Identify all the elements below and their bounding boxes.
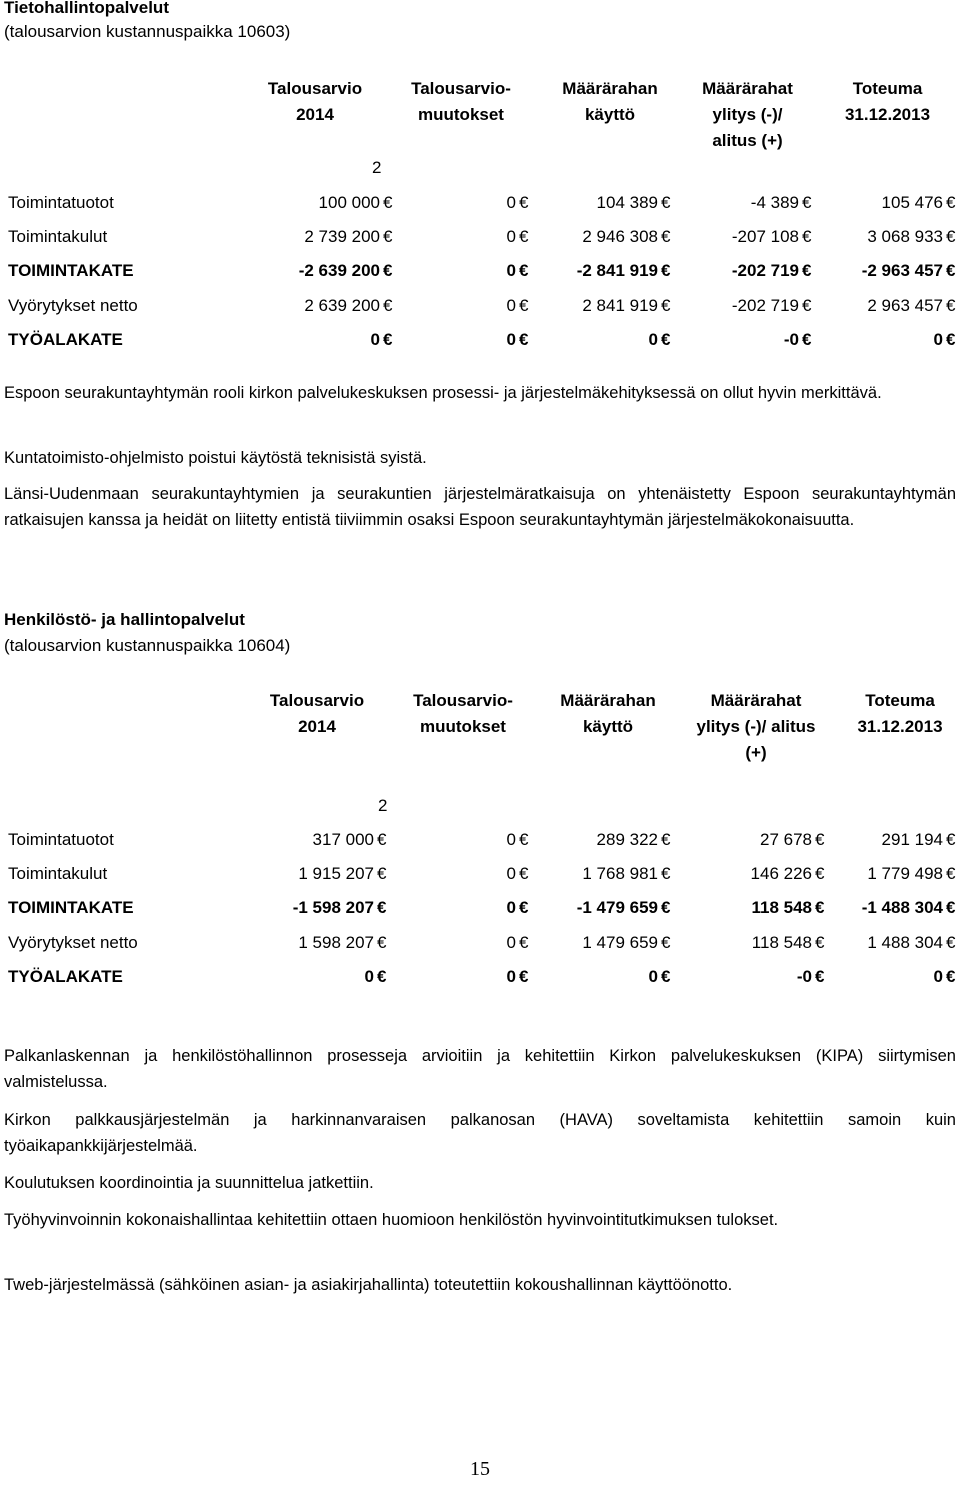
euro-sign-icon: €: [519, 932, 529, 952]
table-row: [0, 186, 960, 220]
s1-header-budget-line2: 2014: [296, 105, 334, 124]
euro-sign-icon: €: [946, 864, 956, 884]
cell-value: 0: [933, 329, 943, 349]
s1-header-variance: [680, 76, 815, 154]
s2-header-actual: [830, 688, 960, 740]
s1-paragraph-3: Länsi-Uudenmaan seurakuntayhtymien ja seurakuntien järjestelmäratkaisuja on yhtenäistetty Espoon seurakuntayhtymän ratkaisujen kanssa ja heidät on liitetty entistä tiiviimmin osaksi Espoon seurakuntayhtymän järjestelmäkokonaisuutta.: [4, 485, 956, 529]
cell-value: 0: [506, 932, 516, 952]
s1-header-actual: [820, 76, 955, 128]
cell-value: 0: [506, 261, 516, 281]
euro-sign-icon: €: [661, 261, 671, 281]
table-row: [0, 891, 960, 925]
euro-sign-icon: €: [946, 898, 956, 918]
cell-value: 0: [506, 830, 516, 849]
s2-header-variance-line2: ylitys (-)/ alitus: [696, 717, 816, 736]
cell-value: -4 389: [750, 193, 799, 212]
s1-header-usage-line2: käyttö: [584, 105, 636, 124]
s2-paragraph-3: Koulutuksen koordinointia ja suunnittelua jatkettiin.: [4, 1174, 374, 1192]
euro-sign-icon: €: [383, 261, 393, 281]
euro-sign-icon: €: [661, 329, 671, 349]
euro-sign-icon: €: [661, 966, 671, 986]
euro-sign-icon: €: [519, 864, 529, 884]
row-label: Toimintakulut: [8, 227, 108, 247]
table-row: [0, 289, 960, 323]
row-label: Toimintatuotot: [8, 193, 114, 212]
euro-sign-icon: €: [661, 932, 671, 952]
euro-sign-icon: €: [377, 830, 387, 849]
cell-value: 1 768 981: [582, 864, 658, 884]
s2-header-variance-line1: Määrärahat: [710, 691, 802, 710]
s1-header-changes-line2: muutokset: [418, 105, 504, 124]
s2-header-actual-line2: 31.12.2013: [857, 717, 943, 736]
euro-sign-icon: €: [661, 864, 671, 884]
s2-header-usage-line1: Määrärahan: [560, 691, 656, 710]
euro-sign-icon: €: [661, 193, 671, 212]
euro-sign-icon: €: [946, 227, 956, 247]
euro-sign-icon: €: [802, 261, 812, 281]
cell-value: 146 226: [750, 864, 812, 884]
euro-sign-icon: €: [661, 830, 671, 849]
s1-header-usage: [540, 76, 680, 128]
cell-value: 0: [506, 227, 516, 247]
euro-sign-icon: €: [802, 227, 812, 247]
s1-header-actual-line1: Toteuma: [852, 79, 923, 98]
table-row: [0, 960, 960, 994]
euro-sign-icon: €: [946, 830, 956, 849]
s1-header-usage-line1: Määrärahan: [562, 79, 658, 98]
s1-header-actual-line2: 31.12.2013: [844, 105, 931, 124]
euro-sign-icon: €: [383, 193, 393, 212]
s2-header-usage: [538, 688, 678, 740]
euro-sign-icon: €: [377, 898, 387, 918]
cell-value: -2 639 200: [298, 261, 380, 281]
s1-header-changes: [396, 76, 526, 128]
s1-header-variance-line3: alitus (+): [712, 131, 783, 150]
euro-sign-icon: €: [383, 329, 393, 349]
s2-header-index: 2: [378, 796, 388, 815]
cell-value: 2 963 457: [867, 295, 943, 315]
euro-sign-icon: €: [383, 227, 393, 247]
cell-value: -2 841 919: [576, 261, 658, 281]
euro-sign-icon: €: [946, 193, 956, 212]
cell-value: 0: [364, 966, 374, 986]
cell-value: -1 488 304: [861, 898, 943, 918]
cell-value: 0: [506, 966, 516, 986]
euro-sign-icon: €: [815, 898, 825, 918]
row-label: Toimintakulut: [8, 864, 108, 884]
euro-sign-icon: €: [815, 966, 825, 986]
s1-header-variance-line2: ylitys (-)/: [712, 105, 783, 124]
section1-subtitle: (talousarvion kustannuspaikka 10603): [4, 22, 291, 41]
row-label: Vyörytykset netto: [8, 932, 138, 952]
euro-sign-icon: €: [946, 932, 956, 952]
cell-value: 1 598 207: [298, 932, 374, 952]
euro-sign-icon: €: [815, 932, 825, 952]
euro-sign-icon: €: [383, 295, 393, 315]
cell-value: -1 479 659: [576, 898, 658, 918]
cell-value: 0: [370, 329, 380, 349]
s2-paragraph-2: Kirkon palkkausjärjestelmän ja harkinnanvaraisen palkanosan (HAVA) soveltamista kehitettiin samoin kuin työaikapankkijärjestelmää.: [4, 1111, 956, 1155]
euro-sign-icon: €: [661, 898, 671, 918]
euro-sign-icon: €: [815, 830, 825, 849]
cell-value: -0: [796, 966, 812, 986]
s2-header-budget-line2: 2014: [298, 717, 336, 736]
euro-sign-icon: €: [377, 966, 387, 986]
euro-sign-icon: €: [946, 295, 956, 315]
row-label: TYÖALAKATE: [8, 966, 123, 986]
cell-value: 0: [933, 966, 943, 986]
euro-sign-icon: €: [661, 227, 671, 247]
table-row: [0, 220, 960, 254]
euro-sign-icon: €: [946, 966, 956, 986]
cell-value: 1 488 304: [867, 932, 943, 952]
cell-value: 0: [506, 864, 516, 884]
table-row: [0, 926, 960, 960]
s2-header-variance-line3: (+): [745, 743, 767, 762]
s2-header-changes-line1: Talousarvio-: [413, 691, 513, 710]
section1-title: Tietohallintopalvelut: [4, 0, 169, 17]
cell-value: -202 719: [731, 261, 799, 281]
euro-sign-icon: €: [802, 193, 812, 212]
s1-paragraph-1: Espoon seurakuntayhtymän rooli kirkon palvelukeskuksen prosessi- ja järjestelmäkehityksessä on ollut hyvin merkittävä.: [4, 384, 882, 402]
row-label: TOIMINTAKATE: [8, 898, 134, 918]
table-row: [0, 857, 960, 891]
cell-value: 2 739 200: [304, 227, 380, 247]
euro-sign-icon: €: [519, 830, 529, 849]
euro-sign-icon: €: [661, 295, 671, 315]
table-row: [0, 823, 960, 857]
cell-value: 0: [506, 329, 516, 349]
cell-value: 1 915 207: [298, 864, 374, 884]
euro-sign-icon: €: [377, 932, 387, 952]
s2-header-changes: [398, 688, 528, 740]
row-label: Toimintatuotot: [8, 830, 114, 849]
euro-sign-icon: €: [519, 295, 529, 315]
row-label: TOIMINTAKATE: [8, 261, 134, 281]
cell-value: -202 719: [731, 295, 799, 315]
table-row: [0, 323, 960, 357]
cell-value: 2 639 200: [304, 295, 380, 315]
cell-value: 291 194: [881, 830, 943, 849]
cell-value: 105 476: [881, 193, 943, 212]
s2-header-budget-line1: Talousarvio: [269, 691, 365, 710]
s2-header-changes-line2: muutokset: [420, 717, 506, 736]
section2-subtitle: (talousarvion kustannuspaikka 10604): [4, 636, 291, 655]
page-number: 15: [470, 1458, 490, 1480]
cell-value: -0: [783, 329, 799, 349]
row-label: Vyörytykset netto: [8, 295, 138, 315]
euro-sign-icon: €: [519, 966, 529, 986]
cell-value: 0: [648, 329, 658, 349]
s2-paragraph-5: Tweb-järjestelmässä (sähköinen asian- ja asiakirjahallinta) toteutettiin kokoushallinnan käyttöönotto.: [4, 1276, 733, 1294]
cell-value: 104 389: [596, 193, 658, 212]
euro-sign-icon: €: [946, 261, 956, 281]
cell-value: 118 548: [751, 932, 812, 952]
row-label: TYÖALAKATE: [8, 329, 123, 349]
s1-header-budget-line1: Talousarvio: [267, 79, 363, 98]
euro-sign-icon: €: [802, 329, 812, 349]
cell-value: 118 548: [751, 898, 812, 918]
euro-sign-icon: €: [802, 295, 812, 315]
s1-header-budget: [250, 76, 380, 128]
cell-value: -1 598 207: [292, 898, 374, 918]
cell-value: 0: [648, 966, 658, 986]
euro-sign-icon: €: [519, 329, 529, 349]
cell-value: 0: [506, 898, 516, 918]
s2-header-budget: [252, 688, 382, 740]
euro-sign-icon: €: [815, 864, 825, 884]
euro-sign-icon: €: [519, 193, 529, 212]
cell-value: 2 841 919: [582, 295, 658, 315]
cell-value: 289 322: [596, 830, 658, 849]
s2-header-usage-line2: käyttö: [582, 717, 634, 736]
cell-value: 1 479 659: [582, 932, 658, 952]
s2-paragraph-1: Palkanlaskennan ja henkilöstöhallinnon prosesseja arvioitiin ja kehitettiin Kirkon palvelukeskuksen (KIPA) siirtymisen valmistelussa.: [4, 1047, 956, 1091]
cell-value: 27 678: [760, 830, 812, 849]
euro-sign-icon: €: [519, 227, 529, 247]
section2-title: Henkilöstö- ja hallintopalvelut: [4, 610, 245, 629]
euro-sign-icon: €: [519, 261, 529, 281]
cell-value: -207 108: [731, 227, 799, 247]
s2-paragraph-4: Työhyvinvoinnin kokonaishallintaa kehitettiin ottaen huomioon henkilöstön hyvinvointitutkimuksen tulokset.: [4, 1211, 779, 1229]
euro-sign-icon: €: [377, 864, 387, 884]
cell-value: 3 068 933: [867, 227, 943, 247]
cell-value: 1 779 498: [867, 864, 943, 884]
euro-sign-icon: €: [946, 329, 956, 349]
s1-paragraph-2: Kuntatoimisto-ohjelmisto poistui käytöstä teknisistä syistä.: [4, 449, 427, 467]
cell-value: 2 946 308: [582, 227, 658, 247]
euro-sign-icon: €: [519, 898, 529, 918]
s2-header-variance: [676, 688, 836, 766]
s1-header-variance-line1: Määrärahat: [702, 79, 793, 98]
cell-value: -2 963 457: [861, 261, 943, 281]
s1-header-changes-line1: Talousarvio-: [411, 79, 511, 98]
cell-value: 100 000: [318, 193, 380, 212]
s1-header-index: 2: [372, 158, 382, 177]
cell-value: 0: [506, 193, 516, 212]
s2-header-actual-line1: Toteuma: [865, 691, 935, 710]
cell-value: 317 000: [312, 830, 374, 849]
cell-value: 0: [506, 295, 516, 315]
table-row: [0, 254, 960, 288]
